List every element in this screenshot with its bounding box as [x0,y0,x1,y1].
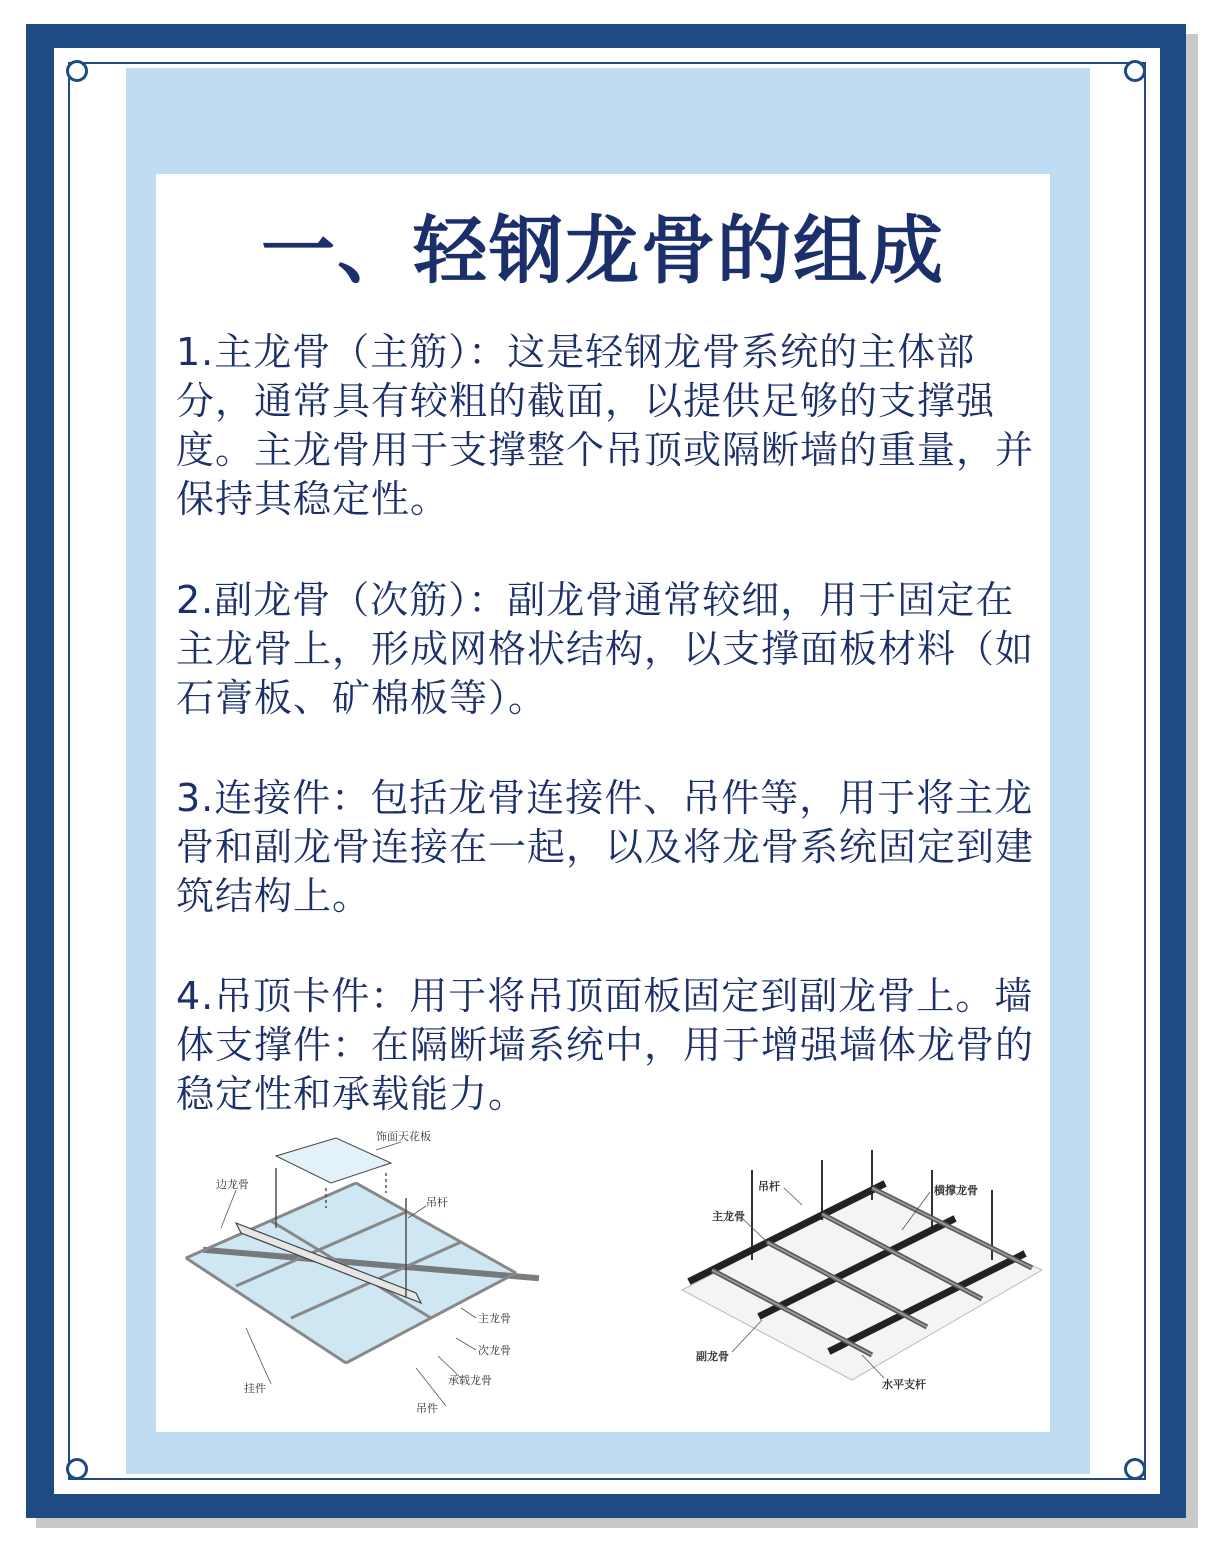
label-edge-keel: 边龙骨 [216,1178,249,1191]
label-bearing-keel: 承载龙骨 [448,1374,492,1387]
paragraph-ceiling-clips: 4.吊顶卡件：用于将吊顶面板固定到副龙骨上。墙体支撑件：在隔断墙系统中，用于增强墙体龙骨的稳定性和承载能力。 [176,974,1035,1116]
corner-ornament-icon [66,60,88,82]
paragraph-secondary-keel: 2.副龙骨（次筋）：副龙骨通常较细，用于固定在主龙骨上，形成网格状结构，以支撑面板材料（如石膏板、矿棉板等）。 [176,578,1035,720]
label-secondary-keel: 次龙骨 [478,1344,511,1357]
label-connector: 挂件 [244,1382,266,1395]
label-rod: 吊杆 [758,1180,780,1193]
label-horizontal-bar: 水平支杆 [882,1378,926,1391]
corner-ornament-icon [1124,60,1146,82]
ceiling-assembly-diagram [176,1128,556,1428]
paragraph-main-keel: 1.主龙骨（主筋）：这是轻钢龙骨系统的主体部分，通常具有较粗的截面，以提供足够的支撑强度。主龙骨用于支撑整个吊顶或隔断墙的重量，并保持其稳定性。 [176,330,1035,521]
keel-grid-diagram [672,1150,1052,1400]
label-hanger: 吊件 [416,1402,438,1415]
corner-ornament-icon [1124,1458,1146,1480]
label-rod: 吊杆 [426,1196,448,1209]
label-main-keel: 主龙骨 [712,1210,745,1223]
corner-ornament-icon [66,1458,88,1480]
label-main-keel: 主龙骨 [478,1312,511,1325]
label-secondary-keel: 副龙骨 [696,1350,729,1363]
paragraph-connectors: 3.连接件：包括龙骨连接件、吊件等，用于将主龙骨和副龙骨连接在一起，以及将龙骨系统固定到建筑结构上。 [176,776,1035,918]
page-title: 一、轻钢龙骨的组成 [261,208,945,294]
label-cross-keel: 横撑龙骨 [934,1184,978,1197]
label-panel: 饰面天花板 [376,1130,431,1143]
